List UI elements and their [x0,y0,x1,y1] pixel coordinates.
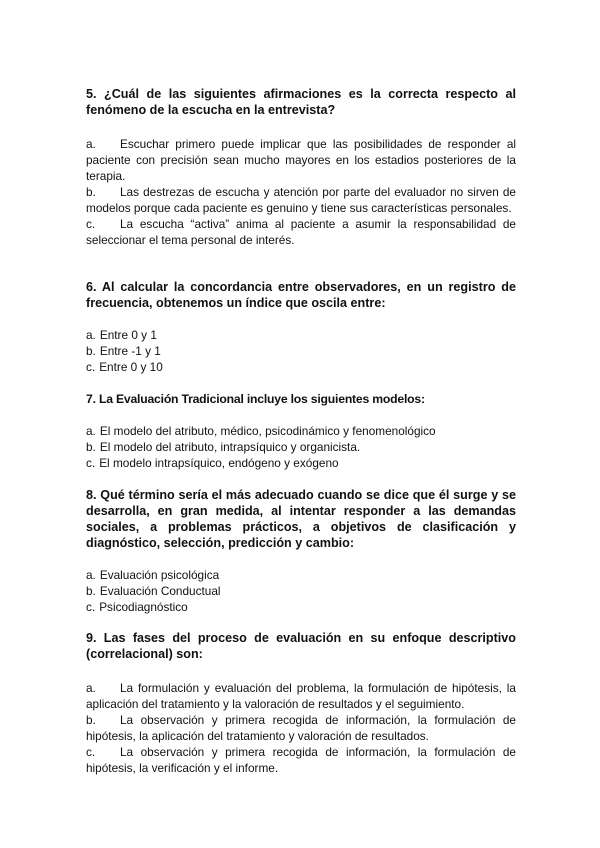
option-text: El modelo intrapsíquico, endógeno y exógeno [99,456,339,470]
question-6 [86,279,516,375]
option-letter: c. [86,217,96,231]
question-6-option-c [86,359,516,375]
question-7-option-c [86,455,436,471]
question-7-options [86,423,436,471]
option-letter: c. [86,360,96,374]
question-5-option-c [86,216,516,248]
question-5 [86,86,516,248]
option-text: Entre -1 y 1 [99,344,161,358]
question-9-option-b [86,712,516,744]
question-8-title: 8. Qué término sería el más adecuado cuando se dice que él surge y se desarrolla, en gran medida, al intentar responder a las demandas sociales, a problemas prácticos, a objetivos de clasificación y diagnóstico, selección, predicción y cambio: [86,488,516,550]
question-8-option-a [86,567,516,583]
question-5-option-b [86,184,516,216]
option-text: La escucha “activa” anima al paciente a asumir la responsabilidad de seleccionar el tema personal de interés. [86,217,516,247]
question-7 [86,391,436,471]
option-letter: a. [86,681,96,695]
question-5-option-a [86,136,516,184]
question-8-options [86,567,516,615]
option-letter: a. [86,137,96,151]
option-letter: a. [86,424,96,438]
question-7-option-b [86,439,436,455]
option-text: Entre 0 y 1 [99,328,157,342]
question-5-title: 5. ¿Cuál de las siguientes afirmaciones es la correcta respecto al fenómeno de la escucha en la entrevista? [86,87,516,117]
option-text: Psicodiagnóstico [99,600,188,614]
question-6-title: 6. Al calcular la concordancia entre observadores, en un registro de frecuencia, obtenemos un índice que oscila entre: [86,280,516,310]
option-text: El modelo del atributo, médico, psicodinámico y fenomenológico [99,424,436,438]
question-7-title: 7. La Evaluación Tradicional incluye los siguientes modelos: [86,392,425,406]
option-letter: c. [86,600,96,614]
question-8-option-c [86,599,516,615]
option-text: La observación y primera recogida de información, la formulación de hipótesis, la aplicación del tratamiento y valoración de resultados. [86,713,516,743]
question-8-option-b [86,583,516,599]
question-6-option-a [86,327,516,343]
question-6-options [86,327,516,375]
option-text: Evaluación psicológica [99,568,220,582]
option-text: Las destrezas de escucha y atención por parte del evaluador no sirven de modelos porque cada paciente es genuino y tiene sus características personales. [86,185,516,215]
question-9-title: 9. Las fases del proceso de evaluación en su enfoque descriptivo (correlacional) son: [86,631,516,661]
option-letter: c. [86,456,96,470]
question-9 [86,630,516,776]
option-letter: a. [86,568,96,582]
option-text: Evaluación Conductual [99,584,221,598]
question-8 [86,487,516,615]
option-letter: b. [86,185,96,199]
option-text: La formulación y evaluación del problema, la formulación de hipótesis, la aplicación del tratamiento y la valoración de resultados y el seguimiento. [86,681,516,711]
option-text: El modelo del atributo, intrapsíquico y organicista. [99,440,361,454]
option-text: Escuchar primero puede implicar que las posibilidades de responder al paciente con precisión sean mucho mayores en los estadios posteriores de la terapia. [86,137,516,183]
question-7-option-a [86,423,436,439]
question-6-option-b [86,343,516,359]
question-9-options [86,680,516,776]
option-letter: c. [86,745,96,759]
question-9-option-a [86,680,516,712]
question-9-option-c [86,744,516,776]
question-5-options [86,136,516,248]
option-letter: b. [86,713,96,727]
option-letter: b. [86,344,96,358]
option-letter: b. [86,584,96,598]
option-letter: a. [86,328,96,342]
option-letter: b. [86,440,96,454]
option-text: La observación y primera recogida de información, la formulación de hipótesis, la verificación y el informe. [86,745,516,775]
option-text: Entre 0 y 10 [99,360,163,374]
